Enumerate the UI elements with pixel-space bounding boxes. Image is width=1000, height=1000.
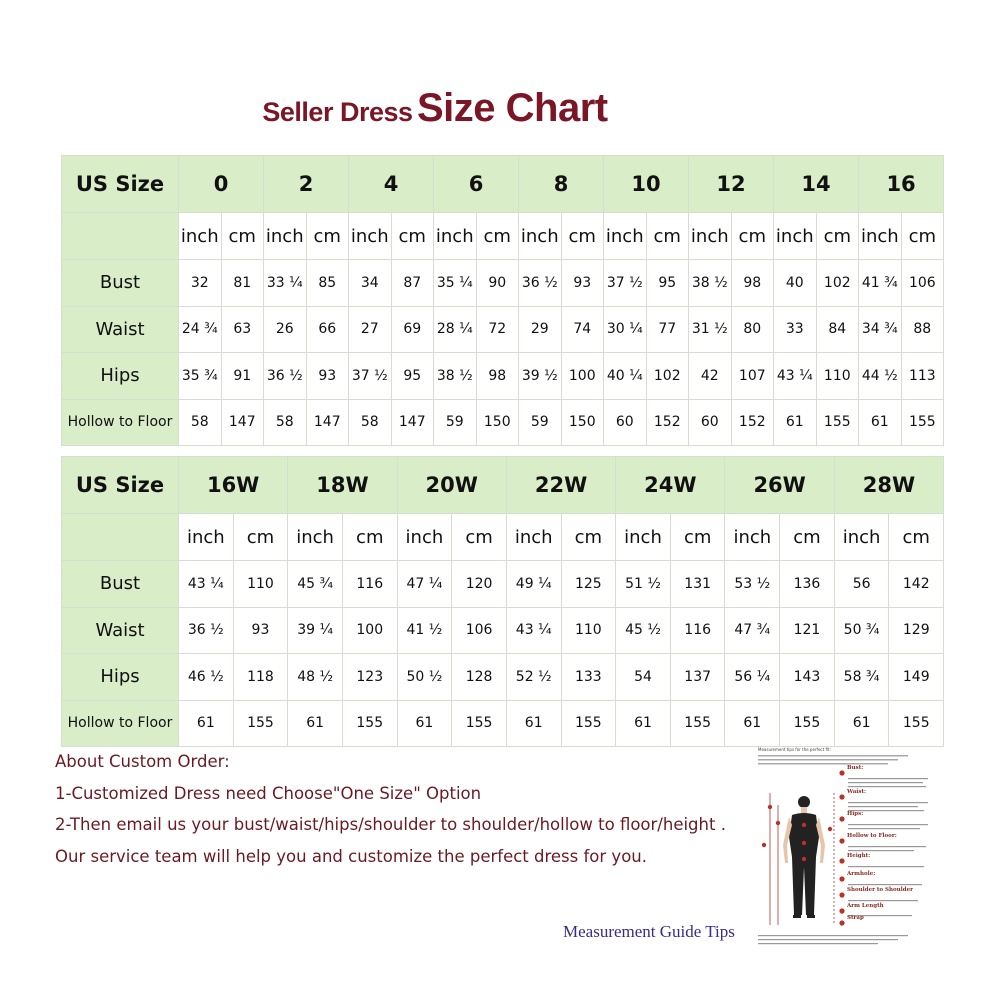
measurement-cell: 52 ½ [506,654,561,701]
measurement-cell: 87 [391,260,434,307]
measurement-cell: 107 [731,353,774,400]
measurement-cell: 93 [306,353,349,400]
size-header: 24W [616,457,725,514]
row-label: Bust [62,561,179,608]
measurement-cell: 56 [834,561,889,608]
unit-cm: cm [233,514,288,561]
guide-item-label: Arm Length [847,903,884,909]
size-header: 18W [288,457,397,514]
title-prefix: Seller Dress [262,97,413,127]
measurement-cell: 43 ¼ [506,607,561,654]
unit-cm: cm [221,213,264,260]
measurement-cell: 59 [519,399,562,446]
size-header: 16 [859,156,944,213]
measurement-cell: 123 [342,654,397,701]
size-table-plus [61,456,944,747]
measurement-cell: 47 ¾ [725,607,780,654]
measurement-cell: 34 [349,260,392,307]
chart-title [0,86,870,131]
row-label: Hollow to Floor [62,399,179,446]
measurement-cell: 69 [391,306,434,353]
measurement-cell: 131 [670,561,725,608]
measurement-cell: 33 ¼ [264,260,307,307]
size-header: 16W [179,457,288,514]
measurement-cell: 102 [816,260,859,307]
measurement-cell: 41 ½ [397,607,452,654]
measurement-cell: 147 [306,399,349,446]
measurement-cell: 47 ¼ [397,561,452,608]
row-label: Hips [62,353,179,400]
unit-inch: inch [349,213,392,260]
unit-inch: inch [859,213,902,260]
measurement-cell: 155 [452,700,507,747]
size-header: 8 [519,156,604,213]
unit-inch: inch [179,213,222,260]
measurement-cell: 125 [561,561,616,608]
measurement-cell: 27 [349,306,392,353]
measurement-cell: 155 [233,700,288,747]
size-header: 28W [834,457,943,514]
measurement-cell: 100 [342,607,397,654]
row-label: Hips [62,654,179,701]
measurement-cell: 80 [731,306,774,353]
measurement-cell: 56 ¼ [725,654,780,701]
measurement-cell: 36 ½ [519,260,562,307]
us-size-header: US Size [62,156,179,213]
measurement-cell: 61 [725,700,780,747]
measurement-cell: 58 [349,399,392,446]
measurement-cell: 143 [780,654,835,701]
row-label: Bust [62,260,179,307]
measurement-cell: 59 [434,399,477,446]
unit-cm: cm [391,213,434,260]
unit-cm: cm [561,213,604,260]
us-size-header: US Size [62,457,179,514]
unit-cm: cm [306,213,349,260]
guide-item-label: Bust: [847,765,864,771]
measurement-cell: 91 [221,353,264,400]
unit-cm: cm [889,514,944,561]
unit-inch: inch [288,514,343,561]
measurement-cell: 50 ½ [397,654,452,701]
unit-cm: cm [561,514,616,561]
measurement-cell: 81 [221,260,264,307]
measurement-cell: 34 ¾ [859,306,902,353]
table-row [62,260,944,307]
measurement-cell: 39 ¼ [288,607,343,654]
measurement-cell: 152 [731,399,774,446]
measurement-cell: 142 [889,561,944,608]
measurement-cell: 149 [889,654,944,701]
measurement-cell: 63 [221,306,264,353]
measurement-cell: 39 ½ [519,353,562,400]
measurement-cell: 45 ¾ [288,561,343,608]
measurement-cell: 116 [670,607,725,654]
measurement-cell: 48 ½ [288,654,343,701]
table-row [62,399,944,446]
table-row [62,306,944,353]
unit-inch: inch [264,213,307,260]
unit-inch: inch [616,514,671,561]
guide-item-label: Shoulder to Shoulder [847,887,913,893]
measurement-cell: 38 ½ [689,260,732,307]
measurement-cell: 66 [306,306,349,353]
measurement-cell: 147 [221,399,264,446]
measurement-cell: 45 ½ [616,607,671,654]
unit-cm: cm [780,514,835,561]
unit-inch: inch [604,213,647,260]
measurement-cell: 133 [561,654,616,701]
unit-cm: cm [901,213,944,260]
measurement-cell: 35 ¼ [434,260,477,307]
measurement-cell: 102 [646,353,689,400]
measurement-cell: 61 [774,399,817,446]
row-label: Hollow to Floor [62,700,179,747]
measurement-cell: 37 ½ [604,260,647,307]
measurement-cell: 54 [616,654,671,701]
measurement-cell: 61 [506,700,561,747]
measurement-cell: 61 [834,700,889,747]
title-main: Size Chart [416,86,608,130]
measurement-cell: 40 [774,260,817,307]
measurement-cell: 41 ¾ [859,260,902,307]
measurement-cell: 33 [774,306,817,353]
measurement-cell: 110 [561,607,616,654]
measurement-cell: 61 [397,700,452,747]
size-header: 0 [179,156,264,213]
size-header: 26W [725,457,834,514]
measurement-cell: 74 [561,306,604,353]
measurement-cell: 85 [306,260,349,307]
measurement-cell: 40 ¼ [604,353,647,400]
measurement-cell: 44 ½ [859,353,902,400]
row-label: Waist [62,306,179,353]
custom-order-notes [55,750,755,876]
measurement-cell: 29 [519,306,562,353]
row-label: Waist [62,607,179,654]
unit-cm: cm [342,514,397,561]
measurement-cell: 150 [561,399,604,446]
table-row [62,607,944,654]
measurement-cell: 137 [670,654,725,701]
measurement-cell: 77 [646,306,689,353]
guide-item-label: Hips: [847,811,864,817]
measurement-cell: 36 ½ [179,607,234,654]
measurement-cell: 98 [476,353,519,400]
measurement-cell: 42 [689,353,732,400]
table-row [62,654,944,701]
measurement-cell: 31 ½ [689,306,732,353]
measurement-cell: 106 [452,607,507,654]
guide-item-label: Height: [847,853,871,859]
measurement-cell: 93 [233,607,288,654]
measurement-cell: 38 ½ [434,353,477,400]
measurement-cell: 129 [889,607,944,654]
measurement-cell: 155 [670,700,725,747]
guide-item-label: Waist: [847,789,867,795]
measurement-cell: 98 [731,260,774,307]
measurement-cell: 43 ¼ [179,561,234,608]
measurement-cell: 58 [264,399,307,446]
measurement-cell: 90 [476,260,519,307]
guide-heading: Measurement tips for the perfect fit: [758,747,831,752]
size-table-standard [61,155,944,446]
measurement-cell: 53 ½ [725,561,780,608]
unit-cm: cm [476,213,519,260]
measurement-cell: 121 [780,607,835,654]
note-line: 2-Then email us your bust/waist/hips/shoulder to shoulder/hollow to floor/height . [55,815,726,834]
measurement-cell: 60 [689,399,732,446]
measurement-cell: 147 [391,399,434,446]
measurement-cell: 155 [780,700,835,747]
blank-cell [62,514,179,561]
measurement-cell: 26 [264,306,307,353]
note-line: Our service team will help you and customize the perfect dress for you. [55,846,647,866]
measurement-cell: 37 ½ [349,353,392,400]
measurement-cell: 118 [233,654,288,701]
unit-cm: cm [670,514,725,561]
measurement-cell: 88 [901,306,944,353]
measurement-cell: 35 ¾ [179,353,222,400]
size-header: 10 [604,156,689,213]
unit-inch: inch [774,213,817,260]
measurement-cell: 136 [780,561,835,608]
measurement-cell: 51 ½ [616,561,671,608]
measurement-cell: 155 [901,399,944,446]
unit-cm: cm [731,213,774,260]
unit-inch: inch [434,213,477,260]
measurement-cell: 60 [604,399,647,446]
size-header: 4 [349,156,434,213]
size-header: 14 [774,156,859,213]
unit-cm: cm [816,213,859,260]
measurement-cell: 28 ¼ [434,306,477,353]
measurement-cell: 116 [342,561,397,608]
measurement-cell: 72 [476,306,519,353]
measurement-cell: 150 [476,399,519,446]
table-row [62,700,944,747]
table-row [62,561,944,608]
measurement-cell: 110 [816,353,859,400]
unit-cm: cm [452,514,507,561]
unit-inch: inch [397,514,452,561]
measurement-cell: 100 [561,353,604,400]
size-header: 2 [264,156,349,213]
measurement-cell: 24 ¾ [179,306,222,353]
measurement-cell: 32 [179,260,222,307]
measurement-cell: 84 [816,306,859,353]
unit-inch: inch [179,514,234,561]
size-header: 22W [506,457,615,514]
measurement-cell: 106 [901,260,944,307]
measurement-cell: 46 ½ [179,654,234,701]
measurement-cell: 61 [859,399,902,446]
measurement-cell: 128 [452,654,507,701]
measurement-cell: 61 [616,700,671,747]
blank-cell [62,213,179,260]
guide-item-label: Strap [847,915,864,921]
measurement-cell: 152 [646,399,689,446]
measurement-cell: 155 [561,700,616,747]
size-header: 6 [434,156,519,213]
measurement-cell: 61 [179,700,234,747]
measurement-cell: 95 [646,260,689,307]
measurement-cell: 95 [391,353,434,400]
measurement-cell: 120 [452,561,507,608]
unit-inch: inch [519,213,562,260]
measurement-cell: 30 ¼ [604,306,647,353]
measurement-cell: 155 [342,700,397,747]
measurement-cell: 58 ¾ [834,654,889,701]
measurement-cell: 113 [901,353,944,400]
measurement-cell: 43 ¼ [774,353,817,400]
measurement-cell: 50 ¾ [834,607,889,654]
unit-cm: cm [646,213,689,260]
guide-item-label: Hollow to Floor: [847,833,897,839]
measurement-cell: 155 [889,700,944,747]
unit-inch: inch [725,514,780,561]
unit-inch: inch [689,213,732,260]
note-line: About Custom Order: [55,752,230,771]
measurement-cell: 49 ¼ [506,561,561,608]
size-header: 20W [397,457,506,514]
table-row [62,353,944,400]
measurement-cell: 58 [179,399,222,446]
measurement-guide-label: Measurement Guide Tips [563,922,735,941]
measurement-cell: 61 [288,700,343,747]
unit-inch: inch [506,514,561,561]
size-header: 12 [689,156,774,213]
measurement-cell: 155 [816,399,859,446]
measurement-cell: 110 [233,561,288,608]
note-line: 1-Customized Dress need Choose"One Size" Option [55,783,482,803]
measurement-cell: 36 ½ [264,353,307,400]
unit-inch: inch [834,514,889,561]
measurement-cell: 93 [561,260,604,307]
measurement-guide-image [756,745,946,950]
guide-item-label: Armhole: [847,871,876,877]
